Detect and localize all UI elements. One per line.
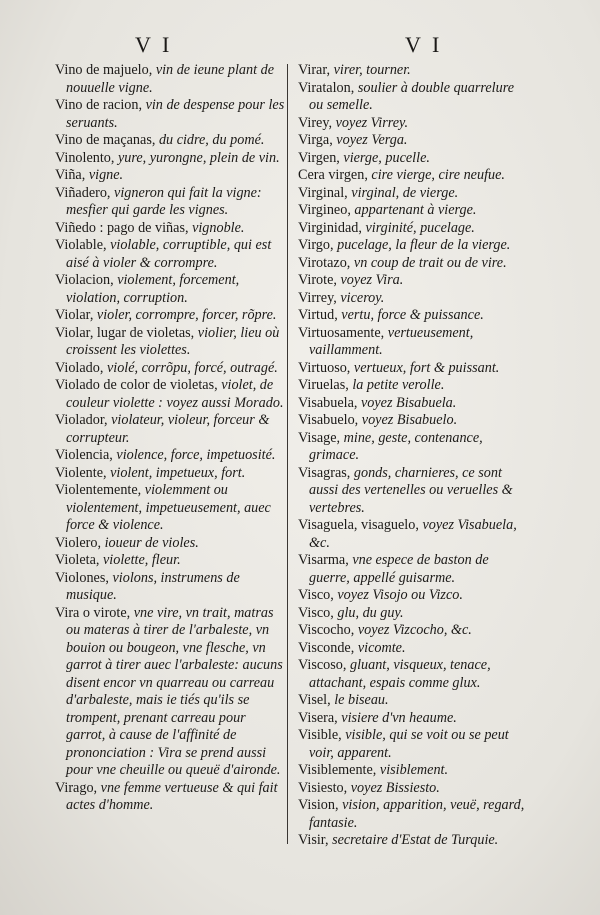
entry-definition: violé, corrõpu, forcé, outragé. bbox=[103, 359, 278, 376]
dictionary-entry bbox=[298, 657, 528, 692]
dictionary-entry bbox=[55, 360, 285, 378]
dictionary-entry bbox=[55, 535, 285, 553]
entry-definition: voyez Visojo ou Vizco. bbox=[333, 587, 463, 603]
dictionary-entry bbox=[55, 307, 285, 325]
entry-definition: voyez Bisabuelo. bbox=[358, 412, 458, 428]
entry-definition: violons, instrumens de musique. bbox=[66, 569, 240, 603]
entry-headword: Violado de color de violetas, bbox=[55, 377, 218, 393]
dictionary-entry bbox=[55, 412, 285, 447]
dictionary-entry bbox=[298, 272, 528, 290]
dictionary-entry bbox=[298, 325, 528, 360]
entry-headword: Visarma, bbox=[298, 552, 349, 568]
dictionary-entry bbox=[55, 62, 285, 97]
entry-definition: vin de despense pour les seruants. bbox=[66, 97, 285, 131]
dictionary-entry bbox=[298, 832, 528, 850]
entry-headword: Viña, bbox=[55, 167, 86, 183]
entry-definition: voyez Vira. bbox=[336, 272, 404, 288]
entry-definition: glu, du guy. bbox=[333, 604, 404, 621]
dictionary-entry bbox=[298, 220, 528, 238]
entry-headword: Violentemente, bbox=[55, 482, 142, 498]
entry-definition: vicomte. bbox=[354, 639, 406, 656]
dictionary-entry bbox=[298, 465, 528, 518]
entry-headword: Visiesto, bbox=[298, 779, 348, 796]
entry-definition: vne vire, vn trait, matras ou materas à tirer de l'arbaleste, vn bouion ou bougeon, vne flesche, vn garrot à tirer auec l'arbaleste: aucuns disent encor vn quarreau ou carreau d'arbaleste, mais ie tiés qu'ils se trompent, prenant carreau pour garrot, à cause de l'affinité de prononciation : Vira se prend aussi pour vne cheuille ou queuë d'aironde. bbox=[66, 604, 283, 778]
dictionary-entry bbox=[298, 132, 528, 150]
entry-definition: vertu, force & puissance. bbox=[337, 307, 484, 323]
entry-headword: Violar, lugar de violetas, bbox=[55, 324, 195, 341]
entry-headword: Violador, bbox=[55, 412, 108, 428]
entry-definition: mine, geste, contenance, grimace. bbox=[309, 429, 483, 463]
dictionary-entry bbox=[55, 325, 285, 360]
dictionary-entry bbox=[298, 640, 528, 658]
entry-headword: Virginidad, bbox=[298, 219, 362, 236]
entry-headword: Violeta, bbox=[55, 552, 100, 568]
entry-headword: Violencia, bbox=[55, 447, 113, 463]
header-left: V I bbox=[135, 32, 173, 57]
dictionary-entry bbox=[298, 167, 528, 185]
entry-headword: Vira o virote, bbox=[55, 604, 131, 621]
dictionary-entry bbox=[55, 220, 285, 238]
entry-definition: violable, corruptible, qui est aisé à violer & corrompre. bbox=[66, 237, 272, 271]
entry-headword: Visible, bbox=[298, 727, 342, 743]
dictionary-entry bbox=[298, 62, 528, 80]
entry-headword: Visco, bbox=[298, 587, 334, 603]
entry-headword: Violacion, bbox=[55, 272, 114, 288]
entry-headword: Violar, bbox=[55, 307, 94, 323]
entry-definition: la petite verolle. bbox=[348, 377, 445, 393]
dictionary-entry bbox=[55, 780, 285, 815]
dictionary-entry bbox=[55, 447, 285, 465]
dictionary-entry bbox=[55, 237, 285, 272]
entry-definition: gonds, charnieres, ce sont aussi des vertenelles ou veruelles & vertebres. bbox=[309, 464, 513, 516]
entry-definition: voyez Virrey. bbox=[332, 114, 409, 131]
entry-definition: secretaire d'Estat de Turquie. bbox=[328, 832, 499, 848]
entry-definition: voyez Bisabuela. bbox=[357, 394, 457, 411]
dictionary-entry bbox=[55, 377, 285, 412]
entry-headword: Virgineo, bbox=[298, 202, 351, 218]
entry-headword: Violente, bbox=[55, 464, 107, 481]
entry-definition: violier, lieu où croissent les violettes. bbox=[66, 324, 280, 358]
dictionary-entry bbox=[298, 150, 528, 168]
entry-headword: Vino de racion, bbox=[55, 97, 143, 113]
dictionary-entry bbox=[55, 97, 285, 132]
dictionary-entry bbox=[298, 605, 528, 623]
entry-definition: visible, qui se voit ou se peut voir, apparent. bbox=[309, 727, 509, 761]
entry-headword: Visaguela, visaguelo, bbox=[298, 517, 419, 533]
entry-headword: Violero, bbox=[55, 534, 102, 551]
dictionary-entry bbox=[298, 80, 528, 115]
entry-headword: Viscocho, bbox=[298, 622, 355, 638]
dictionary-entry bbox=[298, 587, 528, 605]
entry-definition: vignoble. bbox=[188, 219, 245, 236]
entry-headword: Virrey, bbox=[298, 289, 337, 306]
dictionary-entry bbox=[298, 517, 528, 552]
dictionary-entry bbox=[55, 185, 285, 220]
entry-definition: voyez Visabuela, &c. bbox=[309, 517, 517, 551]
entry-definition: voyez Bissiesto. bbox=[347, 779, 440, 796]
entry-definition: cire vierge, cire neufue. bbox=[367, 167, 505, 183]
dictionary-entry bbox=[298, 115, 528, 133]
dictionary-entry bbox=[55, 570, 285, 605]
entry-definition: vn coup de trait ou de vire. bbox=[350, 254, 507, 271]
dictionary-entry bbox=[298, 692, 528, 710]
entry-headword: Visabuela, bbox=[298, 394, 358, 411]
dictionary-entry bbox=[298, 710, 528, 728]
entry-headword: Visabuelo, bbox=[298, 412, 359, 428]
entry-headword: Virotazo, bbox=[298, 254, 351, 271]
dictionary-entry bbox=[298, 307, 528, 325]
dictionary-entry bbox=[298, 360, 528, 378]
dictionary-entry bbox=[55, 132, 285, 150]
dictionary-entry bbox=[298, 255, 528, 273]
entry-headword: Virga, bbox=[298, 132, 333, 148]
dictionary-entry bbox=[298, 552, 528, 587]
entry-headword: Virginal, bbox=[298, 184, 348, 201]
entry-definition: violette, fleur. bbox=[99, 552, 181, 568]
entry-definition: violer, corrompre, forcer, rõpre. bbox=[93, 307, 277, 323]
entry-definition: violateur, violeur, forceur & corrupteur. bbox=[66, 412, 270, 446]
entry-headword: Viratalon, bbox=[298, 79, 355, 96]
entry-headword: Violado, bbox=[55, 359, 104, 376]
dictionary-entry bbox=[298, 395, 528, 413]
entry-definition: violence, force, impetuosité. bbox=[112, 447, 276, 463]
entry-definition: virer, tourner. bbox=[330, 62, 411, 78]
dictionary-entry bbox=[55, 552, 285, 570]
dictionary-entry bbox=[298, 185, 528, 203]
dictionary-entry bbox=[55, 272, 285, 307]
entry-headword: Viñadero, bbox=[55, 184, 111, 201]
dictionary-entry bbox=[298, 430, 528, 465]
entry-definition: vision, apparition, veuë, regard, fantasie. bbox=[309, 797, 525, 831]
entry-definition: visiblement. bbox=[376, 762, 449, 778]
entry-headword: Vino de majuelo, bbox=[55, 62, 153, 78]
entry-definition: vierge, pucelle. bbox=[339, 149, 430, 166]
entry-definition: yure, yurongne, plein de vin. bbox=[114, 149, 280, 166]
dictionary-entry bbox=[55, 167, 285, 185]
entry-headword: Vino de maçanas, bbox=[55, 132, 156, 148]
dictionary-entry bbox=[55, 465, 285, 483]
entry-definition: voyez Verga. bbox=[332, 132, 408, 148]
entry-headword: Visel, bbox=[298, 692, 331, 708]
entry-definition: violent, impetueux, fort. bbox=[106, 464, 246, 481]
entry-headword: Virgo, bbox=[298, 237, 334, 253]
dictionary-entry bbox=[298, 237, 528, 255]
entry-headword: Viruelas, bbox=[298, 377, 349, 393]
entry-headword: Virgen, bbox=[298, 149, 340, 166]
entry-headword: Vinolento, bbox=[55, 149, 115, 166]
dictionary-entry bbox=[298, 762, 528, 780]
entry-headword: Visco, bbox=[298, 604, 334, 621]
entry-headword: Visagras, bbox=[298, 464, 351, 481]
entry-definition: vigne. bbox=[85, 167, 124, 183]
entry-definition: vin de ieune plant de nouuelle vigne. bbox=[66, 62, 275, 96]
entry-definition: vne femme vertueuse & qui fait actes d'homme. bbox=[66, 779, 278, 813]
entry-definition: du cidre, du pomé. bbox=[155, 132, 265, 148]
entry-definition: violemment ou violentement, impetueusement, auec force & violence. bbox=[66, 482, 271, 533]
entry-definition: violet, de couleur violette : voyez aussi Morado. bbox=[66, 377, 284, 411]
entry-headword: Virar, bbox=[298, 62, 331, 78]
entry-definition: virginal, de vierge. bbox=[347, 184, 459, 201]
dictionary-entry bbox=[55, 150, 285, 168]
dictionary-entry bbox=[298, 622, 528, 640]
entry-headword: Virago, bbox=[55, 779, 98, 796]
dictionary-entry bbox=[298, 290, 528, 308]
entry-headword: Violable, bbox=[55, 237, 107, 253]
entry-definition: appartenant à vierge. bbox=[350, 202, 477, 218]
entry-definition: vne espece de baston de guerre, appellé guisarme. bbox=[309, 552, 489, 586]
entry-headword: Visiblemente, bbox=[298, 762, 377, 778]
entry-definition: viceroy. bbox=[336, 289, 385, 306]
entry-definition: vertueux, fort & puissant. bbox=[350, 359, 500, 376]
entry-definition: vigneron qui fait la vigne: mesfier qui garde les vignes. bbox=[66, 184, 262, 218]
entry-headword: Virtud, bbox=[298, 307, 338, 323]
entry-definition: soulier à double quarrelure ou semelle. bbox=[309, 79, 515, 113]
dictionary-entry bbox=[298, 780, 528, 798]
page-header bbox=[0, 32, 600, 62]
dictionary-entry bbox=[298, 797, 528, 832]
entry-headword: Visir, bbox=[298, 832, 329, 848]
dictionary-entry bbox=[55, 482, 285, 535]
right-column bbox=[298, 62, 528, 908]
entry-headword: Virote, bbox=[298, 272, 337, 288]
dictionary-entry bbox=[298, 727, 528, 762]
entry-definition: ioueur de violes. bbox=[101, 534, 199, 551]
entry-headword: Visera, bbox=[298, 709, 338, 726]
entry-headword: Virtuoso, bbox=[298, 359, 351, 376]
entry-headword: Visage, bbox=[298, 429, 341, 446]
entry-definition: gluant, visqueux, tenace, attachant, espais comme glux. bbox=[309, 657, 491, 691]
left-column bbox=[55, 62, 285, 908]
dictionary-entry bbox=[298, 412, 528, 430]
entry-headword: Viscoso, bbox=[298, 657, 347, 673]
entry-headword: Virey, bbox=[298, 114, 333, 131]
entry-definition: le biseau. bbox=[330, 692, 389, 708]
entry-definition: voyez Vizcocho, &c. bbox=[354, 622, 472, 638]
entry-definition: vertueusement, vaillamment. bbox=[309, 324, 474, 358]
entry-definition: violement, forcement, violation, corruption. bbox=[66, 272, 240, 306]
header-right: V I bbox=[405, 32, 443, 57]
entry-headword: Vision, bbox=[298, 797, 339, 813]
entry-definition: virginité, pucelage. bbox=[361, 219, 475, 236]
entry-definition: pucelage, la fleur de la vierge. bbox=[333, 237, 511, 253]
dictionary-entry bbox=[298, 377, 528, 395]
entry-definition: visiere d'vn heaume. bbox=[337, 709, 457, 726]
entry-headword: Virtuosamente, bbox=[298, 324, 385, 341]
dictionary-entry bbox=[298, 202, 528, 220]
entry-headword: Violones, bbox=[55, 569, 109, 586]
entry-headword: Cera virgen, bbox=[298, 167, 368, 183]
entry-headword: Visconde, bbox=[298, 639, 355, 656]
column-divider bbox=[287, 64, 288, 844]
entry-headword: Viñedo : pago de viñas, bbox=[55, 219, 189, 236]
dictionary-entry bbox=[55, 605, 285, 780]
